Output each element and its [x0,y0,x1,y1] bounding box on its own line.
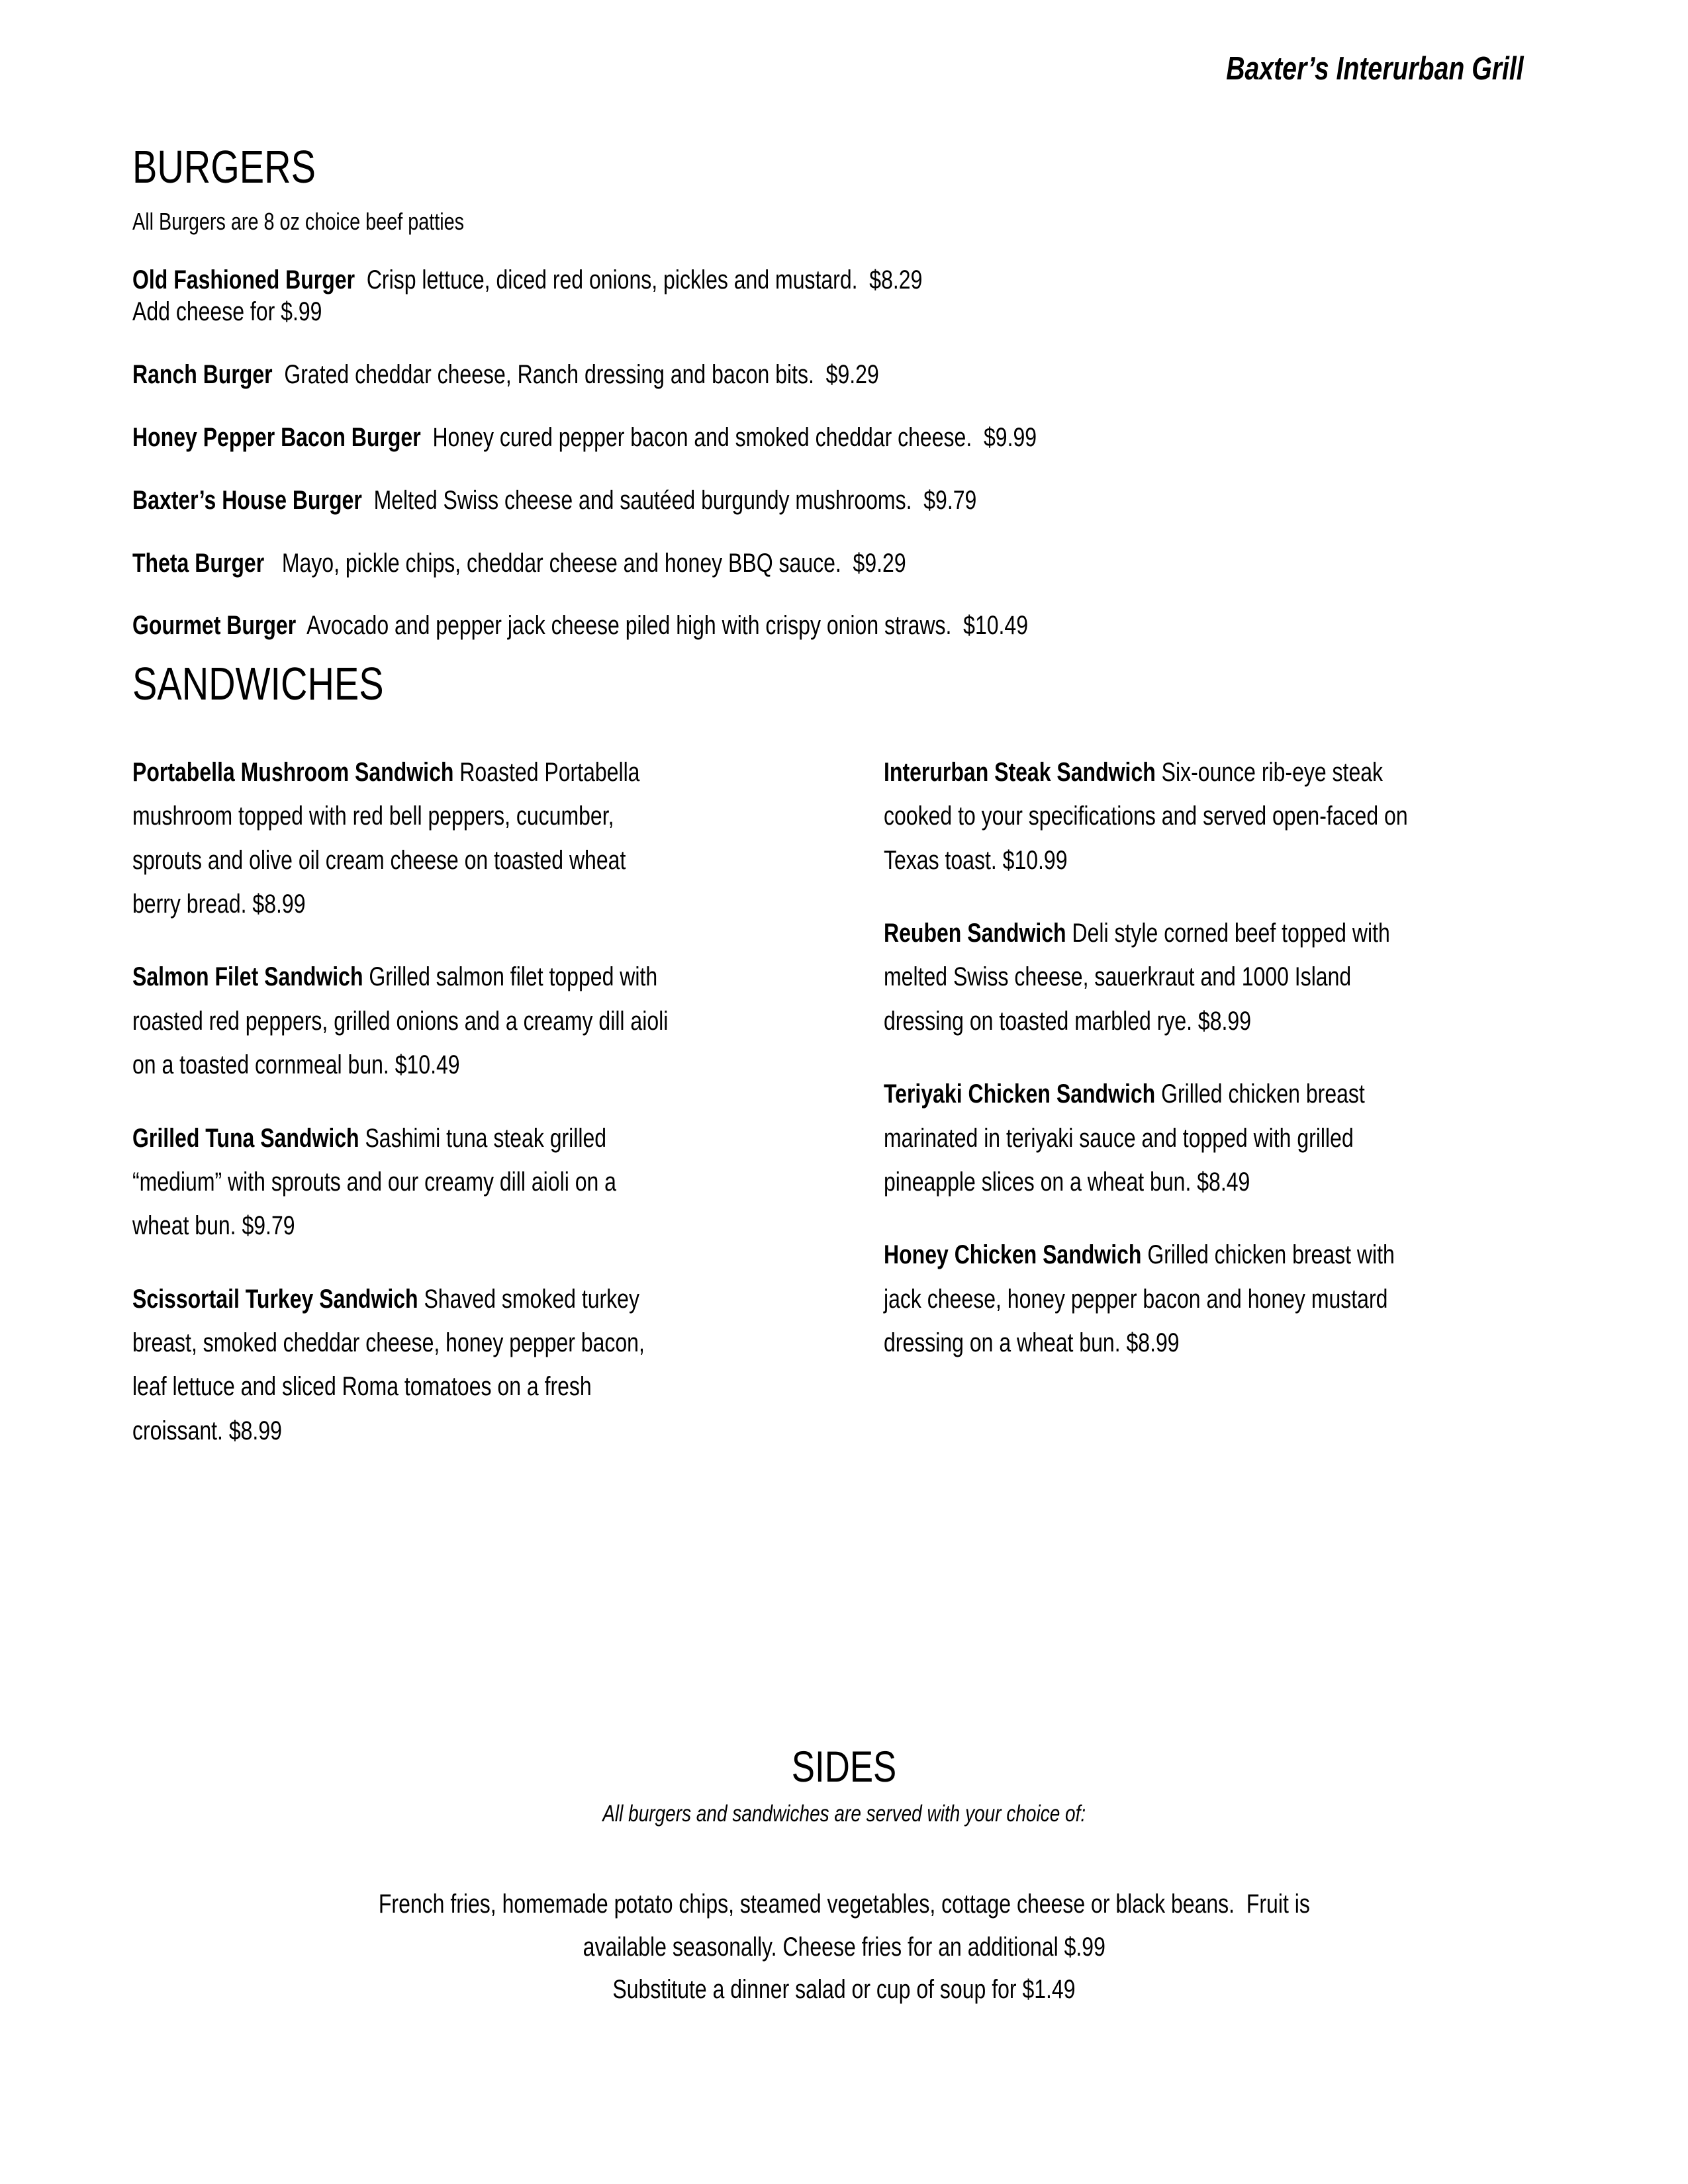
sandwich-item [132,1277,804,1453]
sandwich-item-name: Reuben Sandwich [884,918,1066,948]
burger-item-description: Mayo, pickle chips, cheddar cheese and honey BBQ sauce. $9.29 [264,548,906,578]
sandwich-item-description: Grilled salmon filet topped with roasted red peppers, grilled onions and a creamy dill aioli on a toasted cornmeal bun. $10.49 [132,962,669,1080]
sandwich-item-description: Deli style corned beef topped with melted Swiss cheese, sauerkraut and 1000 Island dressing on toasted marbled rye. $8.99 [884,918,1390,1036]
sandwich-item-name: Salmon Filet Sandwich [132,962,363,992]
sandwich-item-line [884,1233,1421,1365]
sandwich-item-name: Honey Chicken Sandwich [884,1240,1142,1270]
sandwich-item-line [884,1072,1421,1204]
sandwiches-columns [132,751,1556,1453]
spacer [132,234,1556,264]
sandwich-item-line [132,1277,670,1453]
spacer [132,454,1556,484]
sandwich-item [132,955,804,1087]
restaurant-name-text: Baxter’s Interurban Grill [1226,51,1524,87]
sandwich-item [884,1233,1556,1365]
sides-section [132,1744,1556,2011]
burger-item [132,264,1556,296]
sandwich-item-line [132,1116,670,1248]
sandwich-item-line [132,955,670,1087]
burger-item-line [132,610,1028,642]
sandwiches-heading-text: SANDWICHES [132,658,384,710]
spacer [132,391,1556,422]
burger-item-line [132,484,976,517]
sandwich-item [132,751,804,927]
burger-item-name: Old Fashioned Burger [132,265,355,295]
burger-item-name: Gourmet Burger [132,611,297,641]
burger-item-name: Baxter’s House Burger [132,485,362,515]
burger-item-description: Crisp lettuce, diced red onions, pickles and mustard. $8.29 [355,265,923,295]
sandwich-item [132,1116,804,1248]
sandwich-item-description: Grilled chicken breast with jack cheese, honey pepper bacon and honey mustard dressing on a wheat bun. $8.99 [884,1240,1395,1358]
burger-item-line [132,359,879,391]
sandwich-item-line [132,751,670,927]
sandwich-item-description: Shaved smoked turkey breast, smoked cheddar cheese, honey pepper bacon, leaf lettuce and sliced Roma tomatoes on a fresh croissant. $8.99 [132,1284,645,1445]
sandwich-item-name: Grilled Tuna Sandwich [132,1123,359,1153]
burger-item-line [132,264,922,296]
burgers-note [132,207,1556,235]
burger-item-description: Grated cheddar cheese, Ranch dressing and bacon bits. $9.29 [272,360,879,390]
sides-body-line-text: Substitute a dinner salad or cup of soup for $1.49 [612,1975,1076,2005]
burger-item-name: Theta Burger [132,548,265,578]
sides-body-line [132,1883,1556,1926]
burger-item-line [132,547,906,580]
spacer [132,642,1556,659]
menu-body [132,142,1556,1453]
sandwich-item-name: Scissortail Turkey Sandwich [132,1284,418,1314]
sandwich-item-description: Sashimi tuna steak grilled “medium” with sprouts and our creamy dill aioli on a wheat bun. $9.79 [132,1123,616,1241]
sandwich-item [884,1072,1556,1204]
sides-body-line [132,1968,1556,2011]
sandwich-item-name: Interurban Steak Sandwich [884,757,1156,787]
spacer [132,328,1556,359]
burgers-section-heading [132,142,1556,193]
sandwich-item-description: Six-ounce rib-eye steak cooked to your specifications and served open-faced on Texas toast. $10.99 [884,757,1408,875]
burger-item-extra [132,296,1556,328]
sides-body-line-text: available seasonally. Cheese fries for an additional $.99 [583,1932,1105,1962]
restaurant-name-header [1189,52,1561,87]
sandwich-item-line [884,911,1421,1043]
burger-item-description: Honey cured pepper bacon and smoked cheddar cheese. $9.99 [420,422,1037,452]
sandwiches-section-heading [132,659,1556,709]
burger-item [132,547,1556,580]
burger-item-extra-text: Add cheese for $.99 [132,297,322,327]
sandwich-item-description: Roasted Portabella mushroom topped with red bell peppers, cucumber, sprouts and olive oil cream cheese on toasted wheat berry bread. $8.99 [132,757,640,919]
sides-body-line-text: French fries, homemade potato chips, steamed vegetables, cottage cheese or black beans. Fruit is [378,1889,1310,1919]
sandwiches-left-column [132,751,804,1453]
burgers-heading-text: BURGERS [132,141,316,193]
sandwich-item [884,751,1556,882]
burger-item-description: Melted Swiss cheese and sautéed burgundy mushrooms. $9.79 [361,485,977,515]
spacer [132,709,1556,751]
sandwich-item-line [884,751,1421,882]
burger-item [132,422,1556,454]
burger-item-name: Honey Pepper Bacon Burger [132,422,421,452]
sandwich-item-description: Grilled chicken breast marinated in teriyaki sauce and topped with grilled pineapple slices on a wheat bun. $8.49 [884,1079,1365,1197]
sandwich-item-name: Teriyaki Chicken Sandwich [884,1079,1156,1109]
burger-item-description: Avocado and pepper jack cheese piled high with crispy onion straws. $10.49 [296,611,1029,641]
burger-item [132,610,1556,642]
burger-item-name: Ranch Burger [132,360,273,390]
spacer [132,517,1556,547]
burger-item-line [132,422,1037,454]
sides-heading-text: SIDES [791,1742,897,1791]
sandwiches-right-column [884,751,1556,1453]
sides-section-heading [132,1744,1556,1790]
sandwich-item-name: Portabella Mushroom Sandwich [132,757,454,787]
burger-item [132,484,1556,517]
sides-subtitle [132,1801,1556,1827]
sides-body [132,1883,1556,2011]
burgers-note-text: All Burgers are 8 oz choice beef patties [132,207,465,235]
sandwich-item [884,911,1556,1043]
sides-subtitle-text: All burgers and sandwiches are served with your choice of: [602,1801,1086,1827]
burger-item [132,359,1556,391]
sides-body-line [132,1926,1556,1969]
spacer [132,579,1556,610]
